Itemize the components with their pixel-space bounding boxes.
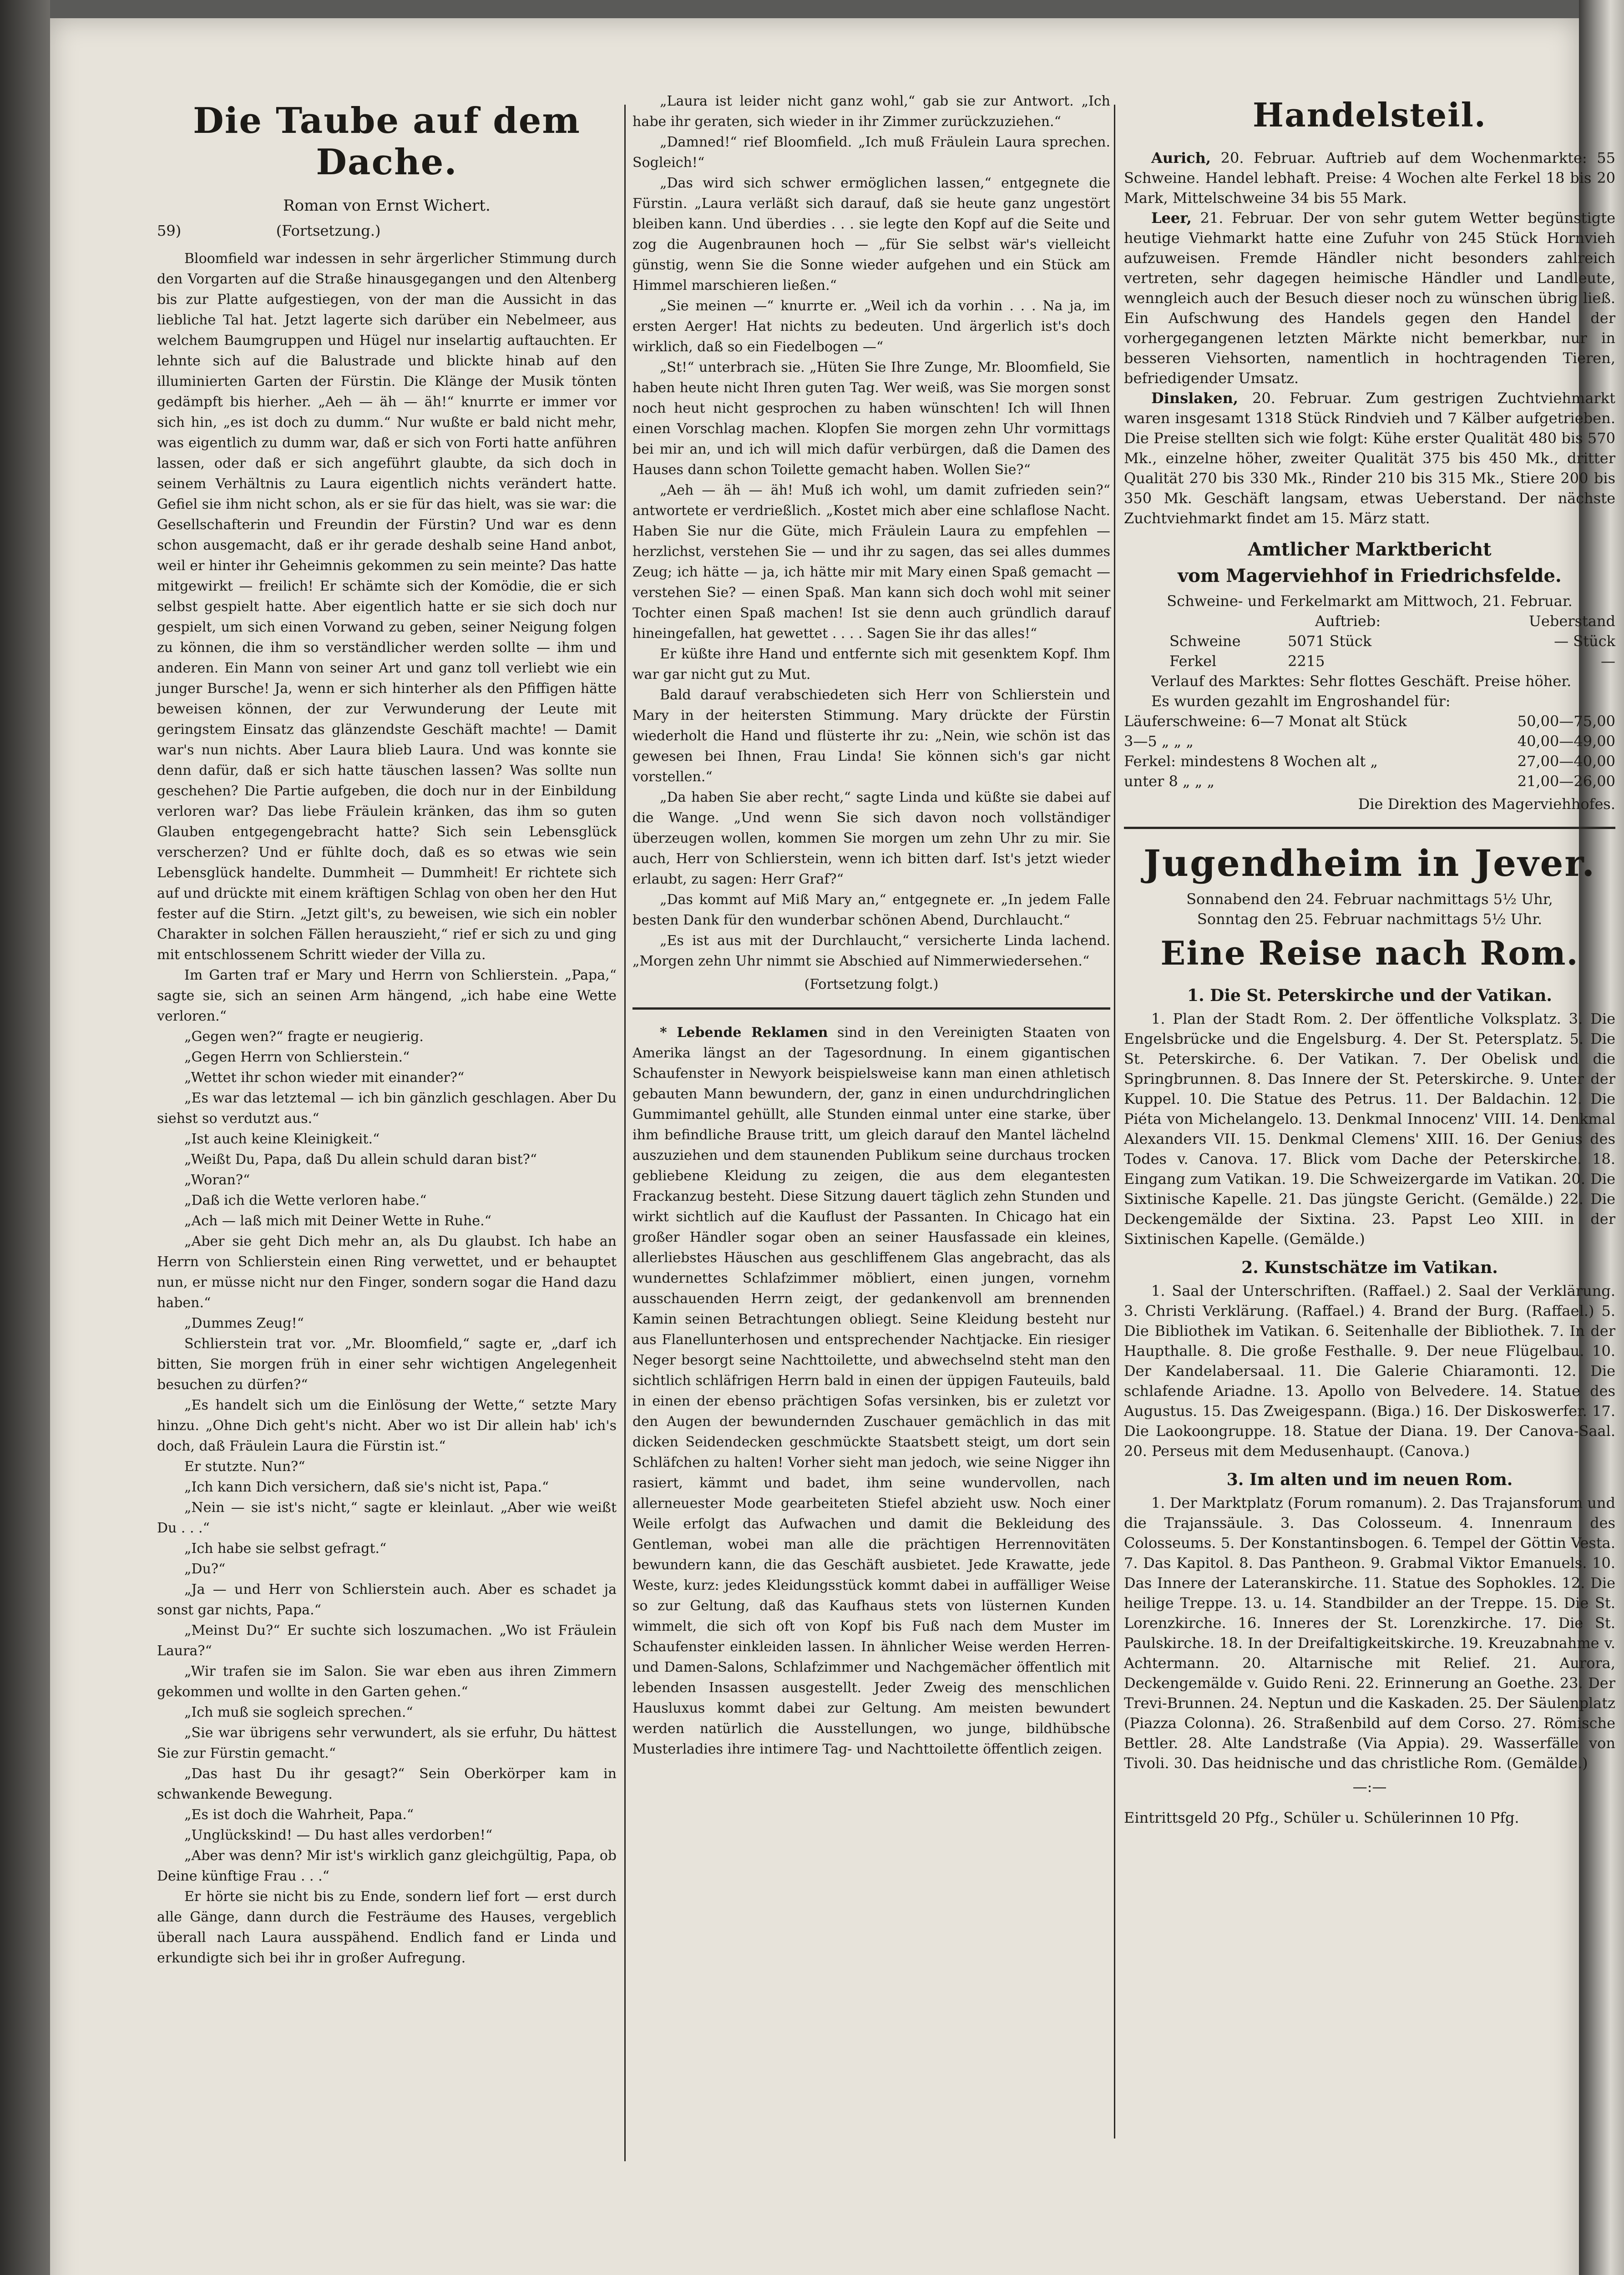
market-reports xyxy=(1124,148,1615,528)
row-count: 2215 xyxy=(1288,652,1325,670)
event-title: Jugendheim in Jever. xyxy=(1143,842,1596,885)
official-report-subtitle: vom Magerviehhof in Friedrichsfelde. xyxy=(1178,565,1562,586)
novel-paragraph: „Du?“ xyxy=(184,1561,226,1577)
middle-column xyxy=(632,91,1110,1759)
price-row xyxy=(1124,731,1615,751)
market-header xyxy=(1124,611,1615,631)
binding-shadow xyxy=(0,0,50,2275)
novel-paragraph: „St!“ unterbrach sie. „Hüten Sie Ihre Zunge, Mr. Bloomfield, Sie haben heute nicht Ihren guten Tag. Wer weiß, was Sie morgen sonst noch heut nicht gesprochen zu haben wünschten! Ich will Ihnen einen Vorschlag machen. Klopfen Sie morgen zehn Uhr vormittags bei mir an, und ich will mich dafür verbürgen, daß die Damen des Hauses dann schon Toilette gemacht haben. Wollen Sie?“ xyxy=(632,359,1110,478)
official-report-title: Amtlicher Marktbericht xyxy=(1248,539,1492,560)
price-label: Ferkel: mindestens 8 Wochen alt „ xyxy=(1124,753,1378,770)
price-label: Läuferschweine: 6—7 Monat alt Stück xyxy=(1124,713,1407,730)
event-program xyxy=(1124,986,1615,1773)
auftrieb-label: Auftrieb: xyxy=(1315,612,1381,630)
program-section-title: 3. Im alten und im neuen Rom. xyxy=(1226,1470,1513,1489)
novel-paragraph: „Ist auch keine Kleinigkeit.“ xyxy=(184,1131,380,1147)
section-divider xyxy=(632,1007,1110,1010)
ad-story-lead: * Lebende Reklamen xyxy=(660,1025,828,1041)
novel-paragraph: „Ja — und Herr von Schlierstein auch. Aber es schadet ja sonst gar nichts, Papa.“ xyxy=(157,1582,617,1618)
report-place: Dinslaken, xyxy=(1151,389,1239,407)
price-label: 3—5 „ „ „ xyxy=(1124,733,1194,750)
novel-text xyxy=(157,248,617,1968)
market-intro: Schweine- und Ferkelmarkt am Mittwoch, 21. Februar. xyxy=(1167,592,1573,610)
report-text: 20. Februar. Zum gestrigen Zuchtviehmarkt waren insgesamt 1318 Stück Rindvieh und 7 Kälber aufgetrieben. Die Preise stellten sich wie folgt: Kühe erster Qualität 480 bis 570 Mk., einzelne höher, zweiter Qualität 375 bis 450 Mk., dritter Qualität 270 bis 330 Mk., Rinder 210 bis 315 Mk., Stiere 200 bis 350 Mk. Geschäft langsam, etwas Ueberstand. Der nächste Zuchtviehmarkt findet am 15. März statt. xyxy=(1124,389,1615,527)
report-place: Leer, xyxy=(1151,209,1192,227)
program-section-text: 1. Der Marktplatz (Forum romanum). 2. Das Trajansforum und die Trajanssäule. 3. Das Colosseum. 4. Innenraum des Colosseums. 5. Der Konstantinsbogen. 6. Tempel der Göttin Vesta. 7. Das Kapitol. 8. Das Pantheon. 9. Grabmal Viktor Emanuels. 10. Das Innere der Lateranskirche. 11. Statue des Sophokles. 12. Die heilige Treppe. 13. u. 14. Standbilder an der Treppe. 15. Die St. Lorenzkirche. 16. Inneres der St. Lorenzkirche. 17. Die St. Paulskirche. 18. In der Dreifaltigkeitskirche. 19. Kreuzabnahme v. Achtermann. 20. Altarnische mit Relief. 21. Aurora, Deckengemälde v. Guido Reni. 22. Erinnerung an Goethe. 23. Der Trevi-Brunnen. 24. Neptun und die Kaskaden. 25. Der Säulenplatz (Piazza Colonna). 26. Straßenbild auf dem Corso. 27. Römische Bettler. 28. Alte Landstraße (Via Appia). 29. Wasserfälle von Tivoli. 30. Das heidnische und das christliche Rom. (Gemälde.) xyxy=(1124,1494,1615,1772)
report-text: 20. Februar. Auftrieb auf dem Wochenmarkte: 55 Schweine. Handel lebhaft. Preise: 4 Wochen alte Ferkel 18 bis 20 Mark, Mittelschweine 34 bis 55 Mark. xyxy=(1124,149,1615,207)
row-name: Ferkel xyxy=(1169,652,1217,670)
novel-paragraph: „Laura ist leider nicht ganz wohl,“ gab sie zur Antwort. „Ich habe ihr geraten, sich wieder in ihr Zimmer zurückzuziehen.“ xyxy=(632,93,1110,130)
row-count: 5071 Stück xyxy=(1288,632,1372,650)
price-value: 50,00—75,00 xyxy=(1517,713,1615,730)
event-date-1: Sonnabend den 24. Februar nachmittags 5½ Uhr, xyxy=(1186,890,1553,908)
novel-paragraph: „Wir trafen sie im Salon. Sie war eben aus ihren Zimmern gekommen und wollte in den Garten gehen.“ xyxy=(157,1663,617,1700)
novel-paragraph: Bloomfield war indessen in sehr ärgerlicher Stimmung durch den Vorgarten auf die Straße hinausgegangen und den Altenberg bis zur Platte aufgestiegen, von der man die Aussicht in das liebliche Tal hat. Jetzt lagerte sich darüber ein Nebelmeer, aus welchem Baumgruppen und Hügel nur inselartig auftauchten. Er lehnte sich auf die Balustrade und blickte hinab auf den illuminierten Garten der Fürstin. Die Klänge der Musik tönten gedämpft bis hierher. „Aeh — äh — äh!“ knurrte er immer vor sich hin, „es ist doch zu dumm.“ Nur wußte er bald nicht mehr, was eigentlich zu dumm war, daß er sich von Forti hatte anführen lassen, oder daß er sich angeführt glaubte, da sich doch in seinem Verhältnis zu Laura eigentlich nichts verändert hatte. Gefiel sie ihm nicht schon, als er sie für das hielt, was sie war: die Gesellschafterin und Freundin der Fürstin? Und war es denn schon ausgemacht, daß er ihr gerade deshalb seine Hand anbot, weil er hinter ihr Geheimnis gekommen zu sein meinte? Das hatte mitgewirkt — freilich! Er schämte sich der Komödie, die er sich selbst gespielt hatte. Aber eigentlich hatte er sie sich doch nur gespielt, um sich einen Vorwand zu geben, seiner Neigung folgen zu können, die ihm so verständlicher werden sollte — ihm und anderen. Ein Mann von seiner Art und ganz toll verliebt wie ein junger Bursche! Ja, wenn er sich hinterher als den Pfiffigen hätte beweisen können, der zur Verwunderung der Leute mit geringstem Einsatz das glänzendste Geschäft machte! — Damit war's nun nichts. Aber Laura blieb Laura. Und was konnte sie denn dafür, daß er sich hatte täuschen lassen? Was sollte nun geschehen? Die Partie aufgeben, die doch nur in der Einbildung verloren war? Das liebe Fräulein kränken, das ihm so guten Glauben entgegengebracht hatte? Sich sein Lebensglück verscherzen? Und er fühlte doch, daß es so etwas wie sein Lebensglück handelte. Dummheit — Dummheit! Er richtete sich auf und drückte mit einem kräftigen Schlag von oben her den Hut fester auf die Stirn. „Jetzt gilt's, zu beweisen, wie sich ein nobler Charakter in solchen Fällen herauszieht,“ rief er sich zu und ging mit entschlossenem Schritt wieder der Villa zu. xyxy=(157,251,617,963)
novel-paragraph: „Dummes Zeug!“ xyxy=(184,1315,304,1331)
novel-paragraph: Er küßte ihre Hand und entfernte sich mit gesenktem Kopf. Ihm war gar nicht gut zu Mut. xyxy=(632,646,1110,682)
novel-column xyxy=(157,91,617,1968)
novel-paragraph: „Es ist aus mit der Durchlaucht,“ versicherte Linda lachend. „Morgen zehn Uhr nimmt sie Abschied auf Nimmerwiedersehen.“ xyxy=(632,933,1110,969)
market-row xyxy=(1124,651,1615,671)
ueberstand-label: Ueberstand xyxy=(1528,612,1615,630)
row-name: Schweine xyxy=(1169,632,1241,650)
novel-paragraph: „Aber sie geht Dich mehr an, als Du glaubst. Ich habe an Herrn von Schlierstein einen Ring verwettet, und er behauptet nun, er müsse nicht nur den Finger, sondern sogar die Hand dazu haben.“ xyxy=(157,1234,617,1311)
price-row xyxy=(1124,771,1615,791)
novel-paragraph: „Ich kann Dich versichern, daß sie's nicht ist, Papa.“ xyxy=(184,1479,549,1495)
to-be-continued: (Fortsetzung folgt.) xyxy=(804,976,939,992)
price-value: 27,00—40,00 xyxy=(1517,753,1615,770)
price-row xyxy=(1124,751,1615,771)
novel-paragraph: „Aber was denn? Mir ist's wirklich ganz gleichgültig, Papa, ob Deine künftige Frau . . .“ xyxy=(157,1848,617,1884)
event-headline: Eine Reise nach Rom. xyxy=(1160,934,1579,972)
novel-paragraph: „Damned!“ rief Bloomfield. „Ich muß Fräulein Laura sprechen. Sogleich!“ xyxy=(632,134,1110,171)
novel-text-continued xyxy=(632,91,1110,971)
market-trend: Verlauf des Marktes: Sehr flottes Geschäft. Preise höher. xyxy=(1151,672,1572,690)
novel-paragraph: „Sie war übrigens sehr verwundert, als sie erfuhr, Du hättest Sie zur Fürstin gemacht.“ xyxy=(157,1725,617,1761)
market-report xyxy=(1124,208,1615,388)
novel-paragraph: „Daß ich die Wette verloren habe.“ xyxy=(184,1193,427,1208)
report-text: 21. Februar. Der von sehr gutem Wetter begünstigte heutige Viehmarkt hatte eine Zufuhr von 245 Stück Hornvieh aufzuweisen. Fremde Händler nicht besonders zahlreich vertreten, sehr dagegen heimische Händler und Landleute, wenngleich auch der Besuch dieser noch zu wünschen übrig ließ. Ein Aufschwung des Handels gegen den Handel der vorhergegangenen letzten Märkte nicht bemerkbar, nur in besseren Viehsorten, namentlich in hochtragenden Tieren, befriedigender Umsatz. xyxy=(1124,209,1616,387)
novel-paragraph: „Es war das letztemal — ich bin gänzlich geschlagen. Aber Du siehst so verdutzt aus.“ xyxy=(157,1090,617,1127)
column-rule xyxy=(1114,105,1115,2138)
market-table xyxy=(1124,591,1615,814)
market-row xyxy=(1124,631,1615,651)
novel-paragraph: „Meinst Du?“ Er suchte sich loszumachen. „Wo ist Fräulein Laura?“ xyxy=(157,1623,617,1659)
prices-intro: Es wurden gezahlt im Engroshandel für: xyxy=(1151,693,1451,710)
novel-paragraph: „Das kommt auf Miß Mary an,“ entgegnete er. „In jedem Falle besten Dank für den wunderbar schönen Abend, Durchlaucht.“ xyxy=(632,892,1110,928)
market-signature: Die Direktion des Magerviehhofes. xyxy=(1358,795,1615,813)
novel-title: Die Taube auf dem Dache. xyxy=(193,100,581,183)
commerce-title: Handelsteil. xyxy=(1253,96,1487,134)
novel-paragraph: „Gegen wen?“ fragte er neugierig. xyxy=(184,1029,424,1045)
report-place: Aurich, xyxy=(1151,149,1211,167)
novel-paragraph: „Gegen Herrn von Schlierstein.“ xyxy=(184,1049,410,1065)
program-section-title: 2. Kunstschätze im Vatikan. xyxy=(1241,1258,1498,1277)
novel-paragraph: „Es ist doch die Wahrheit, Papa.“ xyxy=(184,1807,414,1823)
novel-paragraph: „Da haben Sie aber recht,“ sagte Linda und küßte sie dabei auf die Wange. „Und wenn Sie sich davon noch vollständiger überzeugen wollen, kommen Sie morgen um zehn Uhr zu mir. Sie auch, Herr von Schlierstein, wenn ich bitten darf. Ist's jetzt wieder erlaubt, zu sagen: Herr Graf?“ xyxy=(632,789,1110,887)
installment-number: 59) xyxy=(157,222,182,239)
program-section-title: 1. Die St. Peterskirche und der Vatikan. xyxy=(1187,986,1552,1005)
ad-story-text: sind in den Vereinigten Staaten von Amerika längst an der Tagesordnung. In einem gigantischen Schaufenster in Newyork beispielsweise kann man einen athletisch gebauten Mann bewundern, der, ganz in einen undurchdringlichen Gummimantel gehüllt, alle Stunden einmal unter eine starke, über ihm befindliche Brause tritt, um gleich darauf den Mantel lächelnd auszuziehen und dem staunenden Publikum seine durchaus trocken gebliebene Kleidung zu zeigen, die aus dem elegantesten Frackanzug besteht. Diese Sitzung dauert täglich zehn Stunden und wirkt sichtlich auf die Kauflust der Passanten. In Chicago hat ein großer Händler sogar oben an seiner Hausfassade ein kleines, allerliebstes Häuschen aus geschliffenem Glas angebracht, das als wundernettes Schlafzimmer möbliert, einen jungen, vornehm ausschauenden Herrn zeigt, der gedankenvoll am brennenden Kamin seinen Betrachtungen obliegt. Seine Kleidung besteht nur aus Flanellunterhosen und entsprechender Nachtjacke. Ein riesiger Neger besorgt seine Nachttoilette, und abwechselnd steht man den sichtlich schläfrigen Herrn bald in einen der üppigen Fauteuils, bald in einen der ebenso prächtigen Sofas versinken, bis er zuletzt vor den Augen der bewundernden Zuschauer gemächlich in das mit dicken Seidendecken geschmückte Staatsbett steigt, um dort sein Schläfchen zu halten! Vorher sieht man jedoch, wie seine Nigger ihn rasiert, kämmt und badet, ihm seine wundervollen, nach allerneuester Mode gearbeiteten Stiefel abzieht usw. Noch einer Weile erfolgt das Aufwachen und damit die Bekleidung des Gentleman, wobei man alle die prächtigen Herrennovitäten bewundern kann, die das Geschäft ausbietet. Jede Krawatte, jede Weste, kurz: jedes Kleidungsstück kommt dabei in auffälliger Weise so zur Geltung, daß das Kaufhaus stets von lüsternen Kunden wimmelt, die sich oft von Kopf bis Fuß nach dem Muster im Schaufenster einkleiden lassen. In ähnlicher Weise werden Herren- und Damen-Salons, Schlafzimmer und Nachgemächer öffentlich mit lebenden Insassen ausgestellt. Jeder Zweig des menschlichen Hausluxus kommt dabei zur Geltung. Am meisten bewundert werden natürlich die Ausstellungen, wo junge, bildhübsche Musterladies ihre intimere Tag- und Nachttoilette öffentlich zeigen. xyxy=(632,1025,1110,1757)
novel-paragraph: „Ich habe sie selbst gefragt.“ xyxy=(184,1541,387,1557)
program-divider: —:— xyxy=(1352,1778,1387,1795)
novel-paragraph: „Aeh — äh — äh! Muß ich wohl, um damit zufrieden sein?“ antwortete er verdrießlich. „Kostet mich aber eine schlaflose Nacht. Haben Sie nur die Güte, mich Fräulein Laura zu empfehlen — herzlichst, verstehen Sie — und ihr zu sagen, das sei alles dummes Zeug; ich hätte — ja, ich hätte mir mit Mary einen Spaß gemacht — verstehen Sie? — einen Spaß. Man kann sich doch wohl mit seiner Tochter einen Spaß machen! Ist sie denn auch gründlich darauf hineingefallen, hat gewettet . . . . Sagen Sie ihr das alles!“ xyxy=(632,482,1110,642)
price-value: 40,00—49,00 xyxy=(1517,733,1615,750)
novel-paragraph: Schlierstein trat vor. „Mr. Bloomfield,“ sagte er, „darf ich bitten, Sie morgen früh in einer sehr wichtigen Angelegenheit besuchen zu dürfen?“ xyxy=(157,1336,617,1393)
novel-paragraph: „Unglückskind! — Du hast alles verdorben!“ xyxy=(184,1827,493,1843)
novel-paragraph: „Woran?“ xyxy=(184,1172,250,1188)
novel-paragraph: Im Garten traf er Mary und Herrn von Schlierstein. „Papa,“ sagte sie, sich an seinen Arm hängend, „ich habe eine Wette verloren.“ xyxy=(157,967,617,1024)
novel-paragraph: „Das wird sich schwer ermöglichen lassen,“ entgegnete die Fürstin. „Laura verläßt sich darauf, daß sie heute ganz ungestört bleiben kann. Und überdies . . . sie legte den Kopf auf die Seite und zog die Augenbraunen hoch — „für Sie selbst wär's vielleicht günstig, wenn Sie die Sonne wieder aufgehen und ein Stück am Himmel marschieren ließen.“ xyxy=(632,175,1110,293)
program-section-text: 1. Saal der Unterschriften. (Raffael.) 2. Saal der Verklärung. 3. Christi Verklärung. (Raffael.) 4. Brand der Burg. (Raffael.) 5. Die Bibliothek im Vatikan. 6. Seitenhalle der Bibliothek. 7. In der Haupthalle. 8. Die große Festhalle. 9. Der neue Flügelbau. 10. Der Kandelabersaal. 11. Die Galerie Chiaramonti. 12. Die schlafende Ariadne. 13. Apollo von Belvedere. 14. Statue des Augustus. 15. Das Zweigespann. (Biga.) 16. Der Diskoswerfer. 17. Die Laokoongruppe. 18. Statue der Diana. 19. Der Canova-Saal. 20. Perseus mit dem Medusenhaupt. (Canova.) xyxy=(1124,1282,1615,1460)
row-rest: — xyxy=(1601,652,1615,670)
novel-author: Roman von Ernst Wichert. xyxy=(283,197,491,215)
row-rest: — Stück xyxy=(1554,632,1615,650)
novel-paragraph: „Nein — sie ist's nicht,“ sagte er kleinlaut. „Aber wie weißt Du . . .“ xyxy=(157,1500,617,1536)
market-report xyxy=(1124,388,1615,528)
price-row xyxy=(1124,711,1615,731)
novel-paragraph: „Sie meinen —“ knurrte er. „Weil ich da vorhin . . . Na ja, im ersten Aerger! Hat nichts zu bedeuten. Und ärgerlich ist's doch wirklich, daß so ein Fiedelbogen —“ xyxy=(632,298,1110,355)
ad-story-paragraph xyxy=(632,1022,1110,1759)
novel-paragraph: „Ach — laß mich mit Deiner Wette in Ruhe.“ xyxy=(184,1213,491,1229)
column-rule xyxy=(624,105,626,2161)
novel-paragraph: „Ich muß sie sogleich sprechen.“ xyxy=(184,1704,413,1720)
market-report xyxy=(1124,148,1615,208)
right-column xyxy=(1124,91,1615,1828)
novel-paragraph: „Weißt Du, Papa, daß Du allein schuld daran bist?“ xyxy=(184,1152,537,1168)
section-divider xyxy=(1124,827,1615,829)
novel-paragraph: „Das hast Du ihr gesagt?“ Sein Oberkörper kam in schwankende Bewegung. xyxy=(157,1766,617,1802)
novel-paragraph: Er hörte sie nicht bis zu Ende, sondern lief fort — erst durch alle Gänge, dann durch die Festräume des Hauses, vergeblich überall nach Laura ausspähend. Endlich fand er Linda und erkundigte sich bei ihr in großer Aufregung. xyxy=(157,1889,617,1966)
novel-paragraph: „Es handelt sich um die Einlösung der Wette,“ setzte Mary hinzu. „Ohne Dich geht's nicht. Aber wo ist Dir allein hab' ich's doch, daß Fräulein Laura die Fürstin ist.“ xyxy=(157,1397,617,1454)
admission-fee: Eintrittsgeld 20 Pfg., Schüler u. Schülerinnen 10 Pfg. xyxy=(1124,1809,1519,1826)
price-label: unter 8 „ „ „ xyxy=(1124,773,1215,790)
novel-paragraph: „Wettet ihr schon wieder mit einander?“ xyxy=(184,1070,465,1086)
continued-label: (Fortsetzung.) xyxy=(276,222,381,239)
novel-paragraph: Er stutzte. Nun?“ xyxy=(184,1459,305,1475)
price-value: 21,00—26,00 xyxy=(1517,773,1615,790)
event-date-2: Sonntag den 25. Februar nachmittags 5½ Uhr. xyxy=(1197,910,1543,928)
novel-installment xyxy=(157,222,617,239)
novel-paragraph: Bald darauf verabschiedeten sich Herr von Schlierstein und Mary in der heitersten Stimmung. Mary drückte der Fürstin wiederholt die Hand und flüsterte ihr zu: „Nein, wie schön ist das gewesen bei Ihnen, Frau Linda! Sie können sich's gar nicht vorstellen.“ xyxy=(632,687,1110,785)
program-section-text: 1. Plan der Stadt Rom. 2. Der öffentliche Volksplatz. 3. Die Engelsbrücke und die Engelsburg. 4. Der St. Petersplatz. 5. Die St. Peterskirche. 6. Der Vatikan. 7. Der Obelisk und die Springbrunnen. 8. Das Innere der St. Peterskirche. 9. Unter der Kuppel. 10. Die Statue des Petrus. 11. Der Baldachin. 12. Die Piéta von Michelangelo. 13. Denkmal Innocenz' VIII. 14. Denkmal Alexanders VII. 15. Denkmal Clemens' XIII. 16. Der Genius des Todes v. Canova. 17. Blick vom Dache der Peterskirche. 18. Eingang zum Vatikan. 19. Die Schweizergarde im Vatikan. 20. Die Sixtinische Kapelle. 21. Das jüngste Gericht. (Gemälde.) 22. Die Deckengemälde der Sixtina. 23. Papst Leo XIII. in der Sixtinischen Kapelle. (Gemälde.) xyxy=(1124,1010,1615,1248)
